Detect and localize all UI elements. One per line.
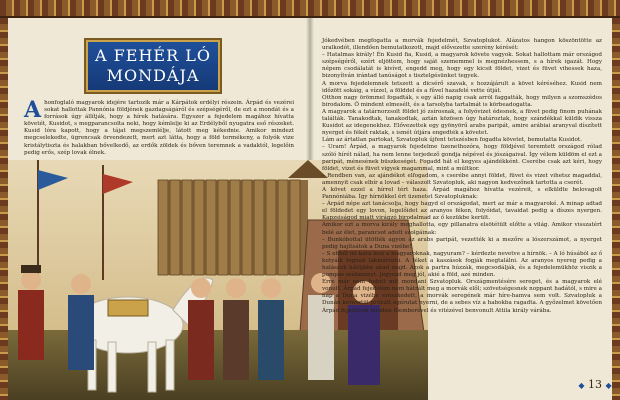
paragraph: A morva fejedelemnek tetszett a dicsérő szavak, s hozzájárult a követ kéréséhez. Kusid nem időzött sokáig, a vízzel, a földdel és a fűvel hazafelé vette útját. bbox=[322, 80, 602, 94]
paragraph: – Hatalmas király! Én Kusid fia, Kusid, a magyarok követe vagyok. Sokat hallottam már országod szépségéről, ezért eljöttem, hogy saját szememmel is megnézhessem, s a hírek igazát. Hogy népem csodálatát is kivívd, engedd meg, hogy egy kicsit földet, vizet és füvet vihessek haza, bizonyítván irántad tanúságot s tisztelgésünket tegyek. bbox=[322, 52, 602, 80]
drop-cap: A bbox=[24, 97, 42, 123]
ornamental-border-left bbox=[0, 18, 8, 400]
left-paragraph: honfoglaló magyarok idejére tartozik már a Kárpátok erdélyi részein. Árpád és vezérei sokat hallottak Pannónia földjének gazdagságáról és szépségéről, de ezt a mondát és a források úgy állítják, hogy a hírek hatására. Egyszer a fejedelem magához hívatta követét, Kusidot, s megparancsolta neki, hogy kémlelje ki az Erdélyből nyugatra eső részeket. Kusid lóra kapott, hogy a tájat megszemlélje, látott meg kékednie. Amikor mindezt megcselekedte, ügrencsak örvendezett, mert azt látta, hogy a föld termékeny, a folyók vize kristálytiszta és halakban bővelkedő, az erdők zöldek és bőven teremnek a vadaktól, legelőin pedig erős, szép lovak élnek. bbox=[24, 100, 294, 156]
paragraph: Otthon nagy örömmel fogadták, s egy álló napig csak arról faggatták, hogy milyen a szomszédos birodalom. Ő mindent elmesélt, és a tarsolyba tartalmát is körbeadogatta. bbox=[322, 94, 602, 108]
paragraph: – Bunkóbottal ütötték agyon az arabs paripát, vezették ki a mezőre a lószerszámot, a nyerget pedig hajítsátok a Duna vizébe! bbox=[322, 236, 602, 250]
paragraph: A magyarok a tatárnorzsolt földet jó zsírosnak, a folyóvizet édesnek, a füvet pedig finom puhának találták. Tanakodtak, tanakodtak, aztán közösen úgy határoztak, hogy szándékkal küldik vissza Kusidot az idegenekhez. Elővezettek egy gyönyörű arabs paripát, amire arábiai aranyval díszített nyerget és fékét raktak, s ismét útjára engedték a követet. bbox=[322, 108, 602, 137]
chapter-title bbox=[86, 40, 220, 92]
paragraph: – Árpád népe azt tanácsolja, hogy hagyd el országodat, mert az már a magyaroké. A minap adtad el földedet egy lovon, legelőidet az aranyos féken, folyóidat, tavaidat pedig a díszes nyergen. Kapzsiságod miatt virágzó birodalmad az ő kezükbe került. bbox=[322, 201, 602, 222]
paragraph: – Rendben van, az ajándékot elfogadom, s cserébe annyi földet, füvet és vizet vihetsz magaddal, amennyit csak elbír a lovad – válaszolt Szvatopluk, aki nagyon kedvezőnek tartotta a cserét. bbox=[322, 172, 602, 186]
diamond-ornament-icon: ◆ bbox=[605, 381, 612, 390]
paragraph: Erre már nem tudott mit mondani Szvatopluk. Országmentésére sereget, és a magyarok elé vonult. Árpád fejedelem nem hátrált meg a morvák elől; szövetségesnek noppant hadától, s mire a nap a Duna vizébe ereszkedett, a morvák seregének már híre-hamva sem volt. Szvatopluk a Dunán keresztül próbált egérutat nyerni, de a sebes víz a habokba ragadta. A győzelmet követően Árpád fejedelem minden főemberével és vitézével benvonult Attila király várába. bbox=[322, 279, 602, 314]
page-number-value: 13 bbox=[588, 378, 602, 391]
title-line-1: A FEHÉR LÓ bbox=[95, 46, 211, 65]
paragraph: Amikor ezt a morva király meghallotta, egy pillanatra elsötétült előtte a világ. Amikor visszatért belé az élet, parancsot adott szolgáinak: bbox=[322, 222, 602, 236]
left-text-column bbox=[24, 97, 294, 157]
paragraph: Jókedvében megfogatta a morvák fejedelmét, Szvatoplukot. Alázatos hangon köszöntötte az uralkodót, illendően bemutatkozott, majd elővezette szerény kérését: bbox=[322, 38, 602, 52]
ornamental-border-top bbox=[0, 0, 620, 18]
right-text-column bbox=[322, 38, 602, 315]
title-line-2: MONDÁJA bbox=[106, 66, 200, 85]
paragraph: Lám az ártatlan partokat, Szvatopluk újfent tetszésben fogadta követet, bemutatta Kusidot. bbox=[322, 137, 582, 144]
diamond-ornament-icon: ◆ bbox=[578, 381, 585, 390]
paragraph: A követ ezzel a hírrel tért haza. Árpád magához hívatta vezéreit, s elküldte belovagolt Pannóniába. Így hírnökkel ért üzenetet Szvatopluknak: bbox=[322, 186, 602, 201]
page-number bbox=[578, 378, 612, 392]
paragraph: – S ebből mi kára lesz a magyaroknak, nagyuram? – kérdezte nevetve a hírnök. – A ló húsából az ő kutyáik fognak lakmározni. A féket a kaszások fogják megtalálni. Az aranyos nyereg pedig a halászok hálójába akad majd. Azok a partra húzzák, megcsodálják, és a fejedelemükhöz viszik a pompás zsákmányt. Jegyezd meg jól, akié a föld, azé minden. bbox=[322, 250, 602, 279]
ornamental-border-right bbox=[612, 18, 620, 400]
paragraph: – Uram! Árpád, a magyarok fejedelme üzenethozóra, hogy földjével teremtett országod rólad szóló hírét nálad, ha nem lenne terjedező gondja népével és jószágaival. Így vélem küldöm el ezt a paripát, ménesének büszkeségét. Fogadd hát el kegyes ajándékként. Cserébe csak azt kéri, hogy földet, vizet és füvet vigyek magammal, mint a múltkor. bbox=[322, 144, 602, 172]
